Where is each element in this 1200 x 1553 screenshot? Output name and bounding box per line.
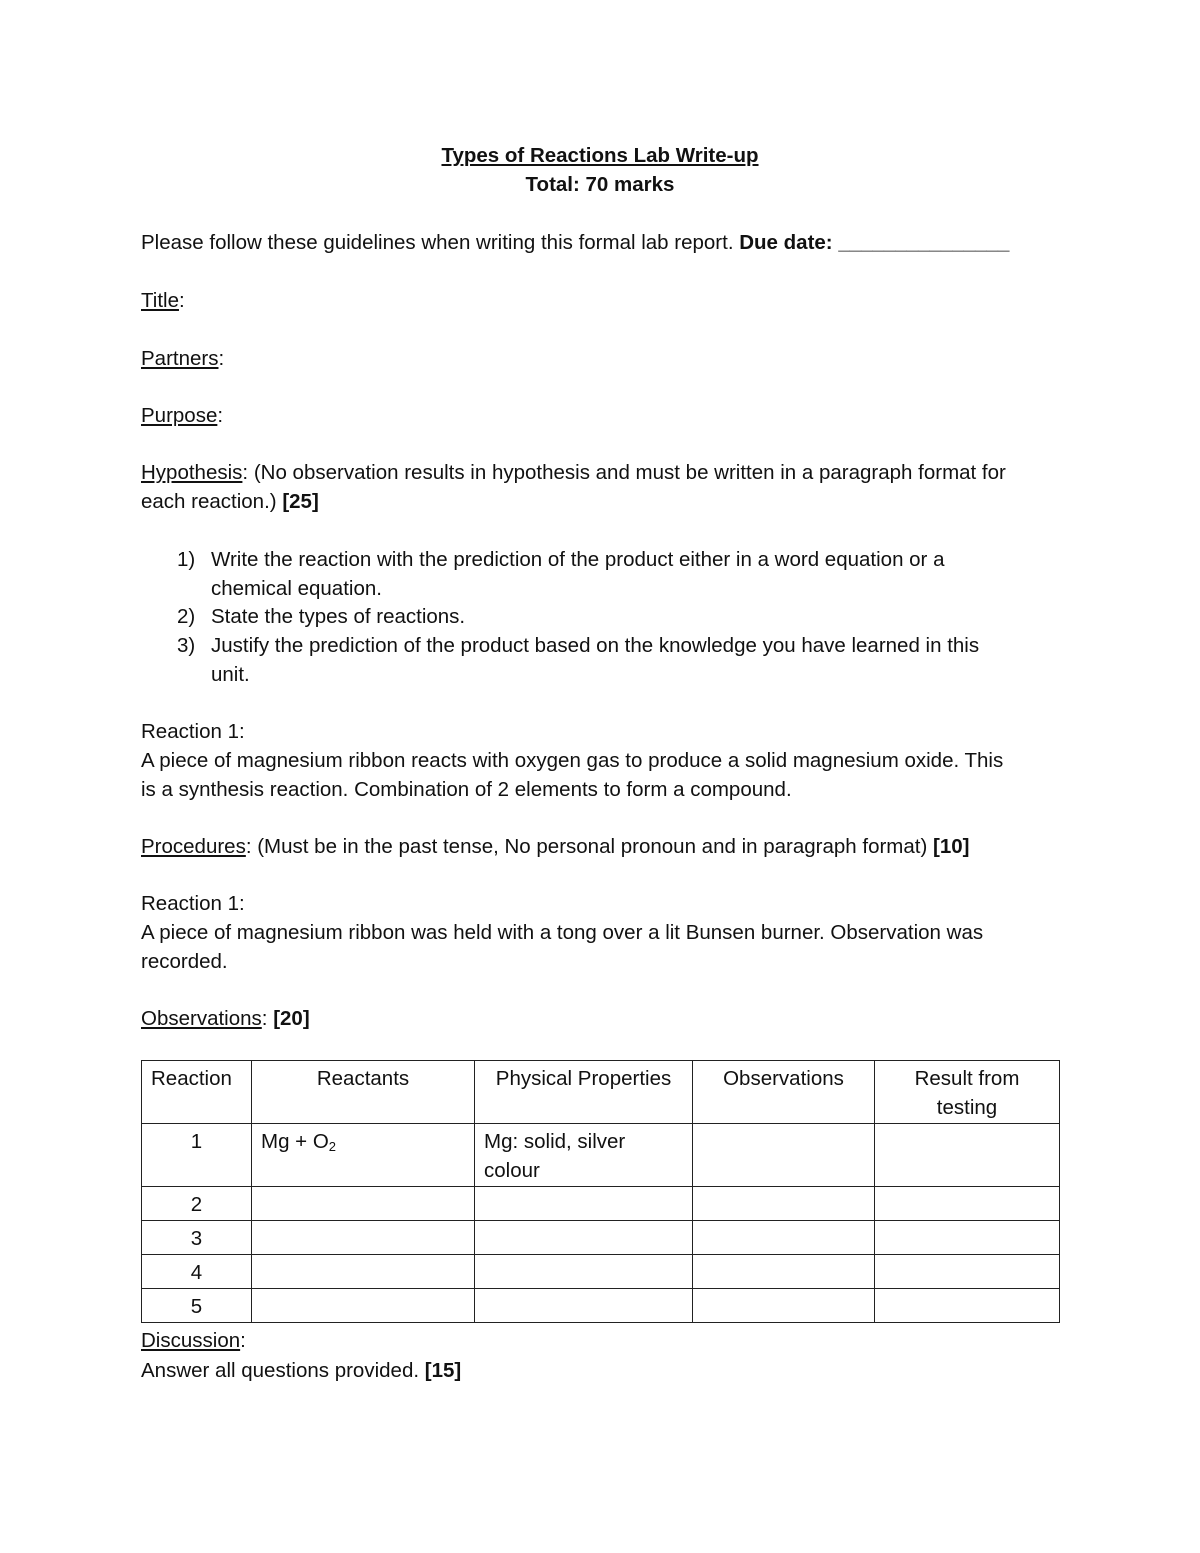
title-label: Title (141, 289, 179, 312)
total-marks: Total: 70 marks (525, 173, 675, 196)
hypothesis-label: Hypothesis (141, 461, 243, 484)
header-cell: Physical Properties (475, 1061, 693, 1124)
reactants-cell (252, 1187, 475, 1221)
properties-cell (475, 1221, 693, 1255)
table-row (142, 1221, 1060, 1255)
intro-line: Please follow these guidelines when writing this formal lab report. Due date: _______________ (141, 231, 1010, 254)
hypothesis-reaction-text-2: is a synthesis reaction. Combination of 2 elements to form a compound. (141, 778, 792, 801)
hypothesis-reaction-heading: Reaction 1: (141, 720, 245, 743)
list-item: State the types of reactions. (211, 605, 466, 628)
observations-cell (693, 1221, 875, 1255)
discussion-label: Discussion (141, 1329, 241, 1352)
reactants-cell: $Mg + O_2$ (252, 1124, 475, 1187)
title-section: Title: (141, 289, 185, 312)
result-cell (875, 1187, 1060, 1221)
procedures-reaction-heading: Reaction 1: (141, 892, 245, 915)
list-item-continued: unit. (211, 663, 250, 686)
purpose-label: Purpose (141, 404, 218, 427)
table-row (142, 1255, 1060, 1289)
header-cell: Reactants (252, 1061, 475, 1124)
header-cell: Result from testing (875, 1061, 1060, 1124)
observations-line: Observations: [20] (141, 1007, 310, 1030)
list-item-number: 2) (177, 605, 196, 628)
list-item-number: 3) (177, 634, 196, 657)
table-header-row (142, 1061, 1060, 1124)
hypothesis-line-2: each reaction.) [25] (141, 490, 319, 513)
list-item-number: 1) (177, 548, 196, 571)
list-item-continued: chemical equation. (211, 577, 382, 600)
reaction-number-cell: 2 (142, 1187, 252, 1221)
discussion-heading: Discussion: (141, 1329, 246, 1352)
properties-cell (475, 1255, 693, 1289)
list-item: Justify the prediction of the product based on the knowledge you have learned in this (211, 634, 980, 657)
partners-label: Partners (141, 347, 219, 370)
table-row (142, 1187, 1060, 1221)
observations-marks: [20] (273, 1007, 310, 1030)
hypothesis-reaction-text-1: A piece of magnesium ribbon reacts with oxygen gas to produce a solid magnesium oxide. This (141, 749, 1004, 772)
reactants-cell (252, 1289, 475, 1323)
reactants-cell (252, 1255, 475, 1289)
result-cell (875, 1289, 1060, 1323)
properties-cell (475, 1289, 693, 1323)
header-cell: Reaction (142, 1061, 252, 1124)
purpose-section: Purpose: (141, 404, 224, 427)
due-date-blank: _______________ (838, 231, 1010, 254)
document-title: Types of Reactions Lab Write-up (441, 144, 759, 167)
partners-section: Partners: (141, 347, 225, 370)
observations-label: Observations (141, 1007, 262, 1030)
observations-table (141, 1060, 1060, 1323)
due-date-label: Due date: (739, 231, 839, 254)
reaction-number-cell: 1 (142, 1124, 252, 1187)
observations-cell (693, 1255, 875, 1289)
result-cell (875, 1221, 1060, 1255)
properties-cell (475, 1187, 693, 1221)
reaction-number-cell: 3 (142, 1221, 252, 1255)
reaction-number-cell: 4 (142, 1255, 252, 1289)
discussion-marks: [15] (424, 1359, 462, 1382)
result-cell (875, 1124, 1060, 1187)
procedures-reaction-text-1: A piece of magnesium ribbon was held with a tong over a lit Bunsen burner. Observation was (141, 921, 984, 944)
list-item: Write the reaction with the prediction of the product either in a word equation or a (211, 548, 945, 571)
result-cell (875, 1255, 1060, 1289)
procedures-marks: [10] (933, 835, 970, 858)
discussion-line: Answer all questions provided. [15] (141, 1359, 462, 1382)
header-cell: Observations (693, 1061, 875, 1124)
table-row (142, 1124, 1060, 1187)
procedures-line: Procedures: (Must be in the past tense, No personal pronoun and in paragraph format) [10] (141, 835, 970, 858)
reactants-cell (252, 1221, 475, 1255)
hypothesis-marks: [25] (282, 490, 319, 513)
procedures-label: Procedures (141, 835, 246, 858)
procedures-reaction-text-2: recorded. (141, 950, 228, 973)
observations-cell (693, 1289, 875, 1323)
observations-cell (693, 1124, 875, 1187)
hypothesis-line-1: Hypothesis: (No observation results in hypothesis and must be written in a paragraph format for (141, 461, 1006, 484)
table-row (142, 1289, 1060, 1323)
reaction-number-cell: 5 (142, 1289, 252, 1323)
observations-cell (693, 1187, 875, 1221)
properties-cell: Mg: solid, silver colour (475, 1124, 693, 1187)
